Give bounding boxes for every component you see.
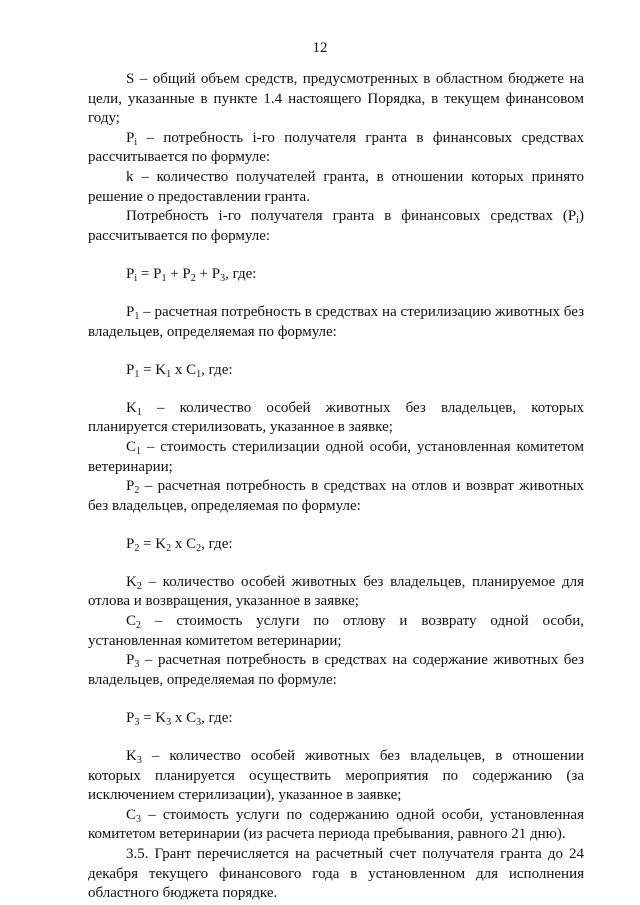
paragraph-c3: $C_3$ – стоимость услуги по содержанию одной особи, установленная комитетом ветеринарии (из расчета периода пребывания, равного 21 дню).	[88, 806, 584, 843]
document-body	[88, 70, 584, 904]
paragraph-c1: $C_1$ – стоимость стерилизации одной особи, установленная комитетом ветеринарии;	[88, 438, 584, 475]
formula-f3: $P_2 = K_2$ x $C_2$, где:	[126, 536, 233, 555]
paragraph-p2: $P_2$ – расчетная потребность в средствах на отлов и возврат животных без владельцев, определяемая по формуле:	[88, 478, 584, 514]
formula-f4: $P_3 = K_3$ x $C_3$, где:	[126, 710, 233, 729]
paragraph-k1: $K_1$ – количество особей животных без владельцев, которых планируется стерилизовать, указанное в заявке;	[88, 399, 584, 436]
paragraph-p1: $P_1$ – расчетная потребность в средствах на стерилизацию животных без владельцев, определяемая по формуле:	[88, 303, 584, 340]
paragraph-k3: $K_3$ – количество особей животных без владельцев, в отношении которых планируется осуществить мероприятия по содержанию (за исключением стерилизации), указанное в заявке;	[88, 748, 584, 804]
paragraph-pi: $P_i$ – потребность i-го получателя гранта в финансовых средствах рассчитывается по формуле:	[88, 129, 584, 166]
paragraph-need: Потребность i-го получателя гранта в финансовых средствах $(P_i)$ рассчитывается по формуле:	[88, 208, 584, 244]
paragraph-p35: 3.5. Грант перечисляется на расчетный счет получателя гранта до 24 декабря текущего финансового года в установленном для исполнения областного бюджета порядке.	[88, 846, 584, 902]
page-number: 12	[312, 40, 328, 56]
paragraph-p3: $P_3$ – расчетная потребность в средствах на содержание животных без владельцев, определяемая по формуле:	[88, 652, 584, 688]
formula-f1: $P_i = P_1 + P_2 + P_3$, где:	[126, 266, 257, 285]
paragraph-k: k – количество получателей гранта, в отношении которых принято решение о предоставлении гранта.	[88, 168, 584, 205]
paragraph-c2: $C_2$ – стоимость услуги по отлову и возврату одной особи, установленная комитетом ветеринарии;	[88, 613, 584, 649]
formula-f2: $P_1 = K_1$ x $C_1$, где:	[126, 362, 233, 381]
paragraph-s: S – общий объем средств, предусмотренных в областном бюджете на цели, указанные в пункте 1.4 настоящего Порядка, в текущем финансовом году;	[88, 71, 584, 127]
paragraph-k2: $K_2$ – количество особей животных без владельцев, планируемое для отлова и возвращения, указанное в заявке;	[88, 573, 584, 610]
